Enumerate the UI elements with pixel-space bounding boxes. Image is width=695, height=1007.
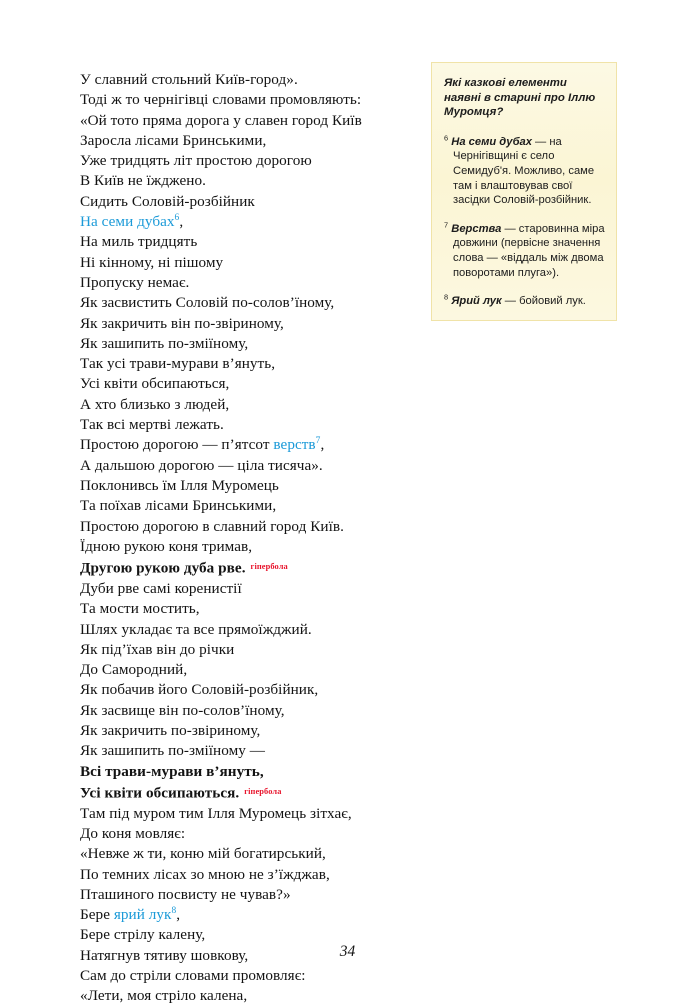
verse-line: [80, 599, 410, 619]
verse-text: Як закричить він по-звіриному,: [80, 314, 284, 332]
verse-text: Як побачив його Соловій-розбійник,: [80, 681, 319, 699]
verse-text: «Невже ж ти, коню мій богатирський,: [80, 845, 326, 863]
verse-text: До Самородний,: [80, 661, 188, 679]
verse-text: До коня мовляє:: [80, 824, 186, 842]
verse-text: Так усі трави-мурави в’януть,: [80, 355, 276, 373]
verse-line: [80, 885, 410, 905]
verse-line: [80, 620, 410, 640]
verse-line: [80, 415, 410, 435]
footnote-headword: Верства: [448, 222, 502, 235]
verse-text: По темних лісах зо мною не з’їжджав,: [80, 865, 330, 883]
verse-text: Дуби рве самі коренистії: [80, 579, 242, 597]
verse-line: [80, 579, 410, 599]
verse-line: [80, 435, 410, 455]
verse-text: Їдною рукою коня тримав,: [80, 537, 253, 555]
verse-line: [80, 557, 410, 579]
verse-line: [80, 701, 410, 721]
verse-line: [80, 865, 410, 885]
verse-text: Другою рукою дуба рве.: [80, 559, 246, 577]
verse-line: [80, 804, 410, 824]
verse-text: «Ой тото пряма дорога у славен город Київ: [80, 111, 362, 129]
verse-text: Як під’їхав він до річки: [80, 640, 235, 658]
footnote-headword: На семи дубах: [448, 135, 532, 148]
verse-text: Як зашипить по-зміїному —: [80, 742, 265, 760]
verse-text: Всі трави-мурави в’януть,: [80, 762, 264, 780]
footnote-body: — на Чернігівщині є село Семидуб'я. Можливо, саме там і влаштовував свої засідки Соловій-розбійник.: [453, 135, 595, 207]
footnote-reference[interactable]: 7: [315, 436, 321, 447]
verse-line: [80, 354, 410, 374]
footnote-marker: 8: [444, 292, 449, 302]
verse-line: [80, 314, 410, 334]
footnote-headword: Ярий лук: [448, 295, 502, 308]
verse-line: [80, 273, 410, 293]
verse-text: Пропуску немає.: [80, 273, 190, 291]
verse-text: ,: [179, 213, 184, 231]
verse-line: [80, 844, 410, 864]
verse-line: [80, 476, 410, 496]
verse-line: [80, 496, 410, 516]
verse-text: Шлях укладає та все прямоїжджий.: [80, 620, 312, 638]
footnote-entry: [444, 294, 606, 309]
verse-text: Так всі мертві лежать.: [80, 416, 224, 434]
verse-line: [80, 680, 410, 700]
verse-line: [80, 782, 410, 804]
page-number: 34: [339, 943, 356, 960]
verse-line: [80, 517, 410, 537]
glossary-term[interactable]: верств$^7$: [273, 436, 321, 454]
verse-text: А хто близько з людей,: [80, 395, 230, 413]
poem-text-column: [80, 70, 410, 1007]
verse-line: [80, 966, 410, 986]
verse-text: Бере: [80, 906, 114, 924]
footnote-entry: [444, 135, 606, 208]
verse-text: Натягнув тятиву шовкову,: [80, 946, 249, 964]
verse-line: [80, 111, 410, 131]
verse-text: Сидить Соловій-розбійник: [80, 192, 255, 210]
footnote-marker: 6: [444, 133, 449, 143]
verse-text: ,: [176, 906, 181, 924]
margin-annotation: гіпербола: [250, 562, 288, 572]
verse-text: Пташиного посвисту не чував?»: [80, 885, 291, 903]
verse-text: Сам до стріли словами промовляє:: [80, 967, 306, 985]
glossary-term[interactable]: ярий лук$^8$: [113, 906, 177, 924]
verse-line: [80, 90, 410, 110]
verse-text: У славний стольний Київ-город».: [80, 71, 298, 88]
verse-text: Поклонивсь їм Ілля Муромець: [80, 476, 279, 494]
verse-line: [80, 293, 410, 313]
verse-line: [80, 456, 410, 476]
verse-line: [80, 905, 410, 925]
verse-line: [80, 232, 410, 252]
footnote-body: — старовинна міра довжини (первісне значення слова — «віддаль між двома поворотами плуга»).: [453, 222, 605, 279]
verse-line: [80, 660, 410, 680]
verse-text: Заросла лісами Бринськими,: [80, 131, 267, 149]
verse-text: Усі квіти обсипаються,: [80, 375, 230, 393]
footnote-reference[interactable]: 6: [174, 213, 180, 224]
margin-annotation: гіпербола: [244, 786, 282, 796]
verse-line: [80, 741, 410, 761]
verse-line: [80, 640, 410, 660]
glossary-term[interactable]: На семи дубах$^6$: [80, 213, 180, 231]
verse-line: [80, 721, 410, 741]
verse-text: Та мости мостить,: [80, 600, 200, 618]
verse-text: ,: [320, 436, 325, 454]
verse-text: А дальшою дорогою — ціла тисяча».: [80, 456, 323, 474]
verse-text: «Лети, моя стріло калена,: [80, 987, 248, 1005]
verse-line: [80, 151, 410, 171]
verse-text: Простою дорогою — п’ятсот: [80, 436, 274, 454]
verse-line: [80, 537, 410, 557]
verse-line: [80, 70, 410, 90]
verse-text: Та поїхав лісами Бринськими,: [80, 497, 277, 515]
footnote-list: [444, 135, 606, 309]
verse-text: Як засвище він по-солов’їному,: [80, 701, 285, 719]
verse-text: Усі квіти обсипаються.: [80, 784, 240, 802]
verse-text: Як зашипить по-зміїному,: [80, 334, 249, 352]
side-info-box: [431, 62, 617, 321]
verse-line: [80, 986, 410, 1006]
footnote-entry: [444, 222, 606, 280]
verse-line: [80, 762, 410, 782]
verse-text: Там під муром тим Ілля Муромець зітхає,: [80, 804, 352, 822]
verse-text: Простою дорогою в славний город Київ.: [80, 517, 344, 535]
verse-text: Уже тридцять літ простою дорогою: [80, 152, 312, 170]
verse-text: Як закричить по-звіриному,: [80, 722, 261, 739]
side-box-question: Які казкові елементи наявні в старині про Іллю Муромця?: [444, 77, 596, 119]
verse-text: Бере стрілу калену,: [80, 926, 206, 944]
verse-text: Тоді ж то чернігівці словами промовляють:: [80, 91, 362, 109]
verse-line: [80, 212, 410, 232]
footnote-body: — бойовий лук.: [501, 295, 586, 308]
verse-line: [80, 192, 410, 212]
verse-text: На миль тридцять: [80, 233, 198, 251]
verse-line: [80, 171, 410, 191]
verse-text: Як засвистить Соловій по-солов’їному,: [80, 294, 335, 312]
verse-line: [80, 374, 410, 394]
verse-line: [80, 253, 410, 273]
footnote-marker: 7: [444, 220, 449, 230]
verse-text: Ні кінному, ні пішому: [80, 253, 224, 271]
footnote-reference[interactable]: 8: [171, 906, 177, 917]
verse-line: [80, 395, 410, 415]
verse-line: [80, 334, 410, 354]
verse-text: В Київ не їжджено.: [80, 172, 206, 190]
verse-line: [80, 131, 410, 151]
verse-line: [80, 824, 410, 844]
